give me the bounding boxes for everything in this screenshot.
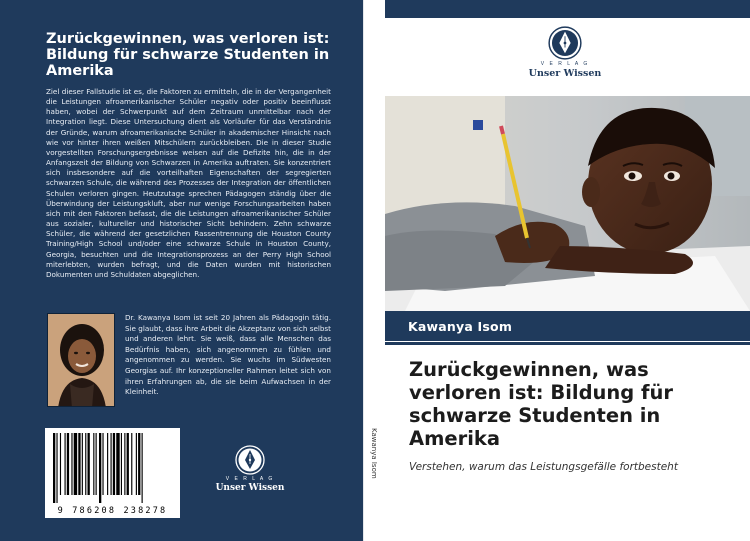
barcode-bar xyxy=(107,433,108,495)
front-publisher-logo xyxy=(515,26,615,84)
barcode-bar xyxy=(74,433,77,495)
divider-rule xyxy=(385,342,750,345)
back-publisher-logo xyxy=(200,445,300,500)
barcode-bar xyxy=(78,433,80,495)
barcode-bars xyxy=(53,433,173,503)
barcode-bar xyxy=(93,433,94,495)
barcode-bar xyxy=(138,433,140,495)
student-writing-photo xyxy=(385,96,750,311)
front-top-bar xyxy=(385,0,750,18)
back-cover xyxy=(0,0,363,541)
front-author-name: Kawanya Isom xyxy=(408,319,513,334)
barcode-bar xyxy=(127,433,129,495)
barcode-bar xyxy=(65,433,66,495)
spine-author: Kawanya Isom xyxy=(370,428,378,479)
back-publisher-name: Unser Wissen xyxy=(215,483,285,493)
barcode-bar xyxy=(99,433,101,503)
barcode-bar xyxy=(142,433,143,503)
barcode-bar xyxy=(136,433,137,495)
author-portrait-image xyxy=(48,314,115,407)
front-cover xyxy=(385,0,750,541)
author-band xyxy=(385,311,750,341)
barcode-bar xyxy=(60,433,61,495)
barcode-bar xyxy=(96,433,97,495)
barcode-bar xyxy=(67,433,69,495)
barcode-bar xyxy=(82,433,83,495)
barcode-bar xyxy=(113,433,115,495)
barcode-bar xyxy=(111,433,112,495)
barcode-bar xyxy=(53,433,55,503)
barcode-bar xyxy=(88,433,90,495)
front-cover-title: Zurückgewinnen, was verloren ist: Bildung für schwarze Studenten in Amerika xyxy=(409,358,674,450)
author-photo xyxy=(47,313,115,407)
back-cover-title: Zurückgewinnen, was verloren ist: Bildung für schwarze Studenten in Amerika xyxy=(46,31,330,79)
barcode-bar xyxy=(131,433,132,495)
fountain-pen-nib-icon xyxy=(235,445,265,475)
barcode-bar xyxy=(102,433,103,495)
barcode-bar xyxy=(56,433,57,503)
barcode-bar xyxy=(124,433,125,495)
barcode-bar xyxy=(85,433,86,495)
back-publisher-verlag: V E R L A G xyxy=(225,476,275,482)
isbn-barcode xyxy=(45,428,180,518)
spine-label xyxy=(363,428,385,508)
isbn-number: 9 786208 238278 xyxy=(57,506,168,516)
barcode-bar xyxy=(116,433,119,495)
barcode-bar xyxy=(121,433,122,495)
front-publisher-name: Unser Wissen xyxy=(528,68,602,79)
front-cover-subtitle: Verstehen, warum das Leistungsgefälle fortbesteht xyxy=(409,461,678,473)
barcode-bar xyxy=(71,433,72,495)
cover-photo xyxy=(385,96,750,311)
front-publisher-verlag: V E R L A G xyxy=(540,61,590,67)
fountain-pen-nib-icon xyxy=(548,26,582,60)
author-bio: Dr. Kawanya Isom ist seit 20 Jahren als Pädagogin tätig. Sie glaubt, dass ihre Arbeit die Akzeptanz von sich selbst und anderen lehrt. Sie weiß, dass alle Menschen das Bedürfnis haben, sich angenommen zu fühlen und angenommen zu werden. Sie wuchs im Südwesten Georgias auf. Ihr konzeptioneller Rahmen leitet sich von ihren Erfahrungen ab, die sie beim Aufwachsen in der Kleinheit. xyxy=(125,313,331,397)
back-cover-blurb: Ziel dieser Fallstudie ist es, die Faktoren zu ermitteln, die in der Vergangenheit die Leistungen afroamerikanischer Schüler negativ oder positiv beeinflusst haben, wobei der Schwerpunkt auf dem Zeitraum unmittelbar nach der Integration liegt. Diese Untersuchung dient als Vorläufer für das Verständnis der Gründe, warum afroamerikanische Schüler in akademischer Hinsicht nach wie vor hinter ihren weißen Mitschülern zurückbleiben. Die in dieser Studie vorgestellten Forschungsergebnisse weisen auf die Defizite hin, die in der Anfangszeit der Bildung von Schwarzen in Amerika auftraten. Sie konzentriert sich insbesondere auf die vorteilhaften Eigenschaften der segregierten schwarzen Schule, die während des Prozesses der Integration der öffentlichen Schulen verloren gingen. Heutzutage sprechen Pädagogen ständig über die Überwindung der Leistungskluft, aber nur wenige Forschungsarbeiten haben sich mit den Faktoren befasst, die die Leistungen afroamerikanischer Schüler aus sozialer, kultureller und historischer Sicht behindern. Zehn schwarze Schüler, die während der gesetzlichen Rassentrennung die Houston County Training/High School und/oder eine schwarze Schule in Houston County, Georgia, besuchten und die Integrationsprozess an der Perry High School miterlebten, wurden befragt, und die Daten wurden mit historischen Dokumenten und Schuldaten abgeglichen. xyxy=(46,87,331,279)
